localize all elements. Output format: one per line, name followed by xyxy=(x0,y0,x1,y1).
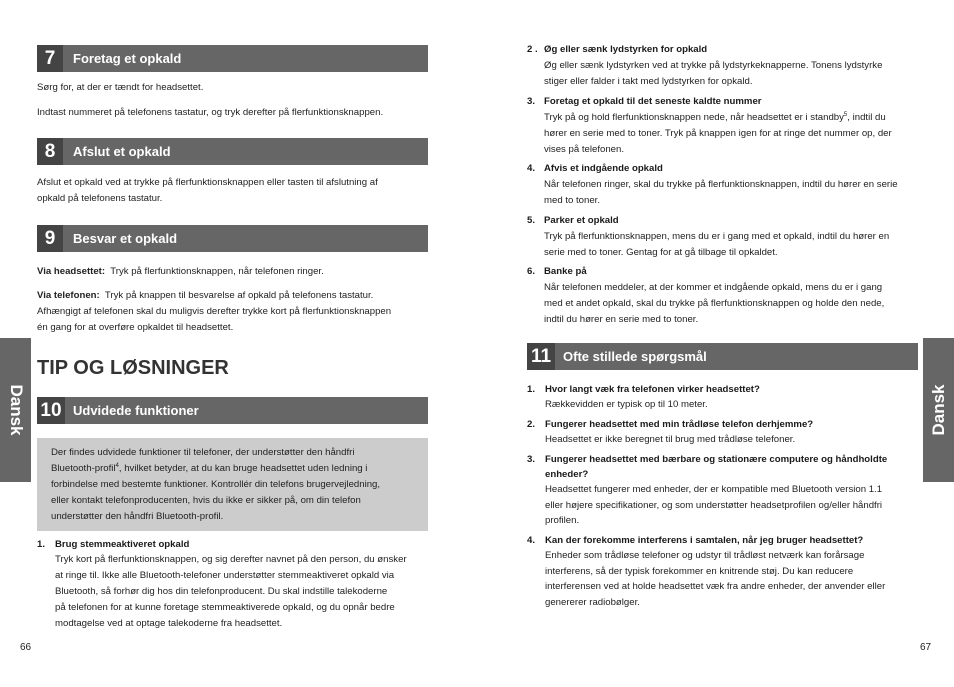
paragraph-line xyxy=(544,110,886,126)
label: Via headsettet: xyxy=(37,266,106,277)
faq-answer: eller højere specifikationer, og som understøtter headsetprofilen og/eller håndfri xyxy=(545,499,883,511)
via-phone-line xyxy=(37,288,373,304)
paragraph: opkald på telefonens tastatur. xyxy=(37,193,163,204)
page-number: 66 xyxy=(20,642,32,653)
section-number: 7 xyxy=(37,45,63,72)
footnote-ref: 4 xyxy=(115,462,119,469)
list-item-title: Øg eller sænk lydstyrken for opkald xyxy=(544,44,708,55)
section-number: 11 xyxy=(527,343,555,370)
faq-answer: interferens, så der typisk forekommer en knitrende støj. Du kan reducere xyxy=(545,565,854,577)
info-text: understøtter den håndfri Bluetooth-profil. xyxy=(51,511,224,522)
section-title: Udvidede funktioner xyxy=(73,403,199,418)
paragraph: Afhængigt af telefonen skal du muligvis derefter trykke kort på flerfunktionsknappen xyxy=(37,306,392,317)
paragraph: stiger eller falder i takt med lydstyrken for opkald. xyxy=(544,76,753,87)
list-number: 3. xyxy=(527,96,536,107)
text: Tryk på flerfunktionsknappen, når telefonen ringer. xyxy=(110,266,324,277)
paragraph: Afslut et opkald ved at trykke på flerfunktionsknappen eller tasten til afslutning af xyxy=(37,177,378,188)
faq-number: 1. xyxy=(527,384,536,395)
faq-number: 3. xyxy=(527,454,536,465)
paragraph: modtagelse ved at optage talekoderne fra headsettet. xyxy=(55,618,283,629)
paragraph: med et andet opkald, skal du trykke på flerfunktionsknappen og holde den nede, xyxy=(544,298,885,309)
paragraph: Tryk på flerfunktionsknappen, mens du er i gang med et opkald, indtil du hører en xyxy=(544,231,890,242)
section-9-header xyxy=(37,225,428,252)
text: Bluetooth-profil xyxy=(51,463,116,474)
section-title: Ofte stillede spørgsmål xyxy=(563,349,707,364)
paragraph: at ringe til. Ikke alle Bluetooth-telefoner understøtter stemmeaktiveret opkald via xyxy=(55,570,395,581)
language-tab xyxy=(0,338,31,482)
paragraph: én gang for at overføre opkaldet til headsettet. xyxy=(37,322,234,333)
list-number: 4. xyxy=(527,163,536,174)
list-number: 5. xyxy=(527,215,536,226)
faq-question: Kan der forekomme interferens i samtalen, når jeg bruger headsettet? xyxy=(545,535,864,546)
paragraph: Tryk kort på flerfunktionsknappen, og sig derefter navnet på den person, du ønsker xyxy=(55,554,407,565)
paragraph: med to toner. xyxy=(544,195,600,206)
paragraph: hører en serie med to toner. Tryk på knappen igen for at ringe det nummer op, der xyxy=(544,128,892,139)
paragraph: Indtast nummeret på telefonens tastatur, og tryk derefter på flerfunktionsknappen. xyxy=(37,107,384,118)
paragraph: Sørg for, at der er tændt for headsettet. xyxy=(37,82,204,93)
section-title: Besvar et opkald xyxy=(73,231,178,246)
section-number: 8 xyxy=(37,138,63,165)
info-text: Der findes udvidede funktioner til telefoner, der understøtter den håndfri xyxy=(51,447,355,458)
section-title: Foretag et opkald xyxy=(73,51,182,66)
paragraph: Når telefonen meddeler, at der kommer et indgående opkald, mens du er i gang xyxy=(544,282,883,293)
paragraph: vises på telefonen. xyxy=(544,144,625,155)
paragraph: Bluetooth, så forhør dig hos din telefonproducent. Du skal indstille talekoderne xyxy=(55,586,388,597)
section-number: 10 xyxy=(37,397,65,424)
list-item-title: Banke på xyxy=(544,266,587,277)
faq-answer: Enheder som trådløse telefoner og udstyr til trådløst netværk kan forårsage xyxy=(545,550,865,561)
text: Tryk på knappen til besvarelse af opkald på telefonens tastatur. xyxy=(104,290,374,301)
section-title: Afslut et opkald xyxy=(73,144,171,159)
faq-answer: genererer radiobølger. xyxy=(545,596,640,608)
info-text-line xyxy=(51,461,367,477)
list-item-title: Brug stemmeaktiveret opkald xyxy=(55,539,190,550)
info-text: eller kontakt telefonproducenten, hvis du ikke er sikker på, om din telefon xyxy=(51,495,361,506)
section-8-header xyxy=(37,138,428,165)
text: , hvilket betyder, at du kan bruge headsettet uden ledning i xyxy=(118,463,368,474)
list-item-title: Parker et opkald xyxy=(544,215,619,226)
paragraph: indtil du hører en serie med to toner. xyxy=(544,314,699,325)
faq-answer: profilen. xyxy=(545,515,580,526)
via-headset-line xyxy=(37,264,324,280)
faq-question: Hvor langt væk fra telefonen virker headsettet? xyxy=(545,384,760,395)
label: Via telefonen: xyxy=(37,290,100,301)
language-tab-label: Dansk xyxy=(928,384,948,436)
list-item-title: Foretag et opkald til det seneste kaldte nummer xyxy=(544,96,762,107)
faq-question: Fungerer headsettet med min trådløse telefon derhjemme? xyxy=(545,419,814,430)
faq-answer: interferensen ved at holde headsettet væk fra andre enheder, der anvender eller xyxy=(545,581,886,592)
page-number: 67 xyxy=(920,642,932,653)
list-number: 2 . xyxy=(527,44,538,55)
language-tab xyxy=(923,338,954,482)
faq-answer: Rækkevidden er typisk op til 10 meter. xyxy=(545,399,708,410)
faq-answer: Headsettet er ikke beregnet til brug med trådløse telefoner. xyxy=(545,434,796,445)
language-tab-label: Dansk xyxy=(6,384,26,436)
list-number: 6. xyxy=(527,266,536,277)
section-10-header xyxy=(37,397,428,424)
faq-question: Fungerer headsettet med bærbare og stationære computere og håndholdte xyxy=(545,454,888,465)
faq-number: 4. xyxy=(527,535,536,546)
paragraph: på telefonen for at kunne foretage stemmeaktiverede opkald, og du opnår bedre xyxy=(55,602,395,613)
faq-question: enheder? xyxy=(545,469,589,480)
list-number: 1. xyxy=(37,539,46,550)
chapter-heading: TIP OG LØSNINGER xyxy=(37,357,229,379)
footnote-ref: 5 xyxy=(843,111,848,118)
paragraph: serie med to toner. Gentag for at gå tilbage til opkaldet. xyxy=(544,247,778,258)
section-7-header xyxy=(37,45,428,72)
faq-number: 2. xyxy=(527,419,536,430)
faq-answer: Headsettet fungerer med enheder, der er kompatible med Bluetooth version 1.1 xyxy=(545,484,883,495)
text: Tryk på og hold flerfunktionsknappen nede, når headsettet er i standby xyxy=(544,112,844,123)
text: , indtil du xyxy=(847,112,886,123)
list-item-title: Afvis et indgående opkald xyxy=(544,163,663,174)
section-number: 9 xyxy=(37,225,63,252)
paragraph: Når telefonen ringer, skal du trykke på flerfunktionsknappen, indtil du hører en serie xyxy=(544,179,898,190)
info-text: forbindelse med bestemte funktioner. Kontrollér din telefons brugervejledning, xyxy=(51,479,381,490)
section-11-header xyxy=(527,343,918,370)
paragraph: Øg eller sænk lydstyrken ved at trykke på lydstyrkeknapperne. Tonens lydstyrke xyxy=(544,60,883,71)
